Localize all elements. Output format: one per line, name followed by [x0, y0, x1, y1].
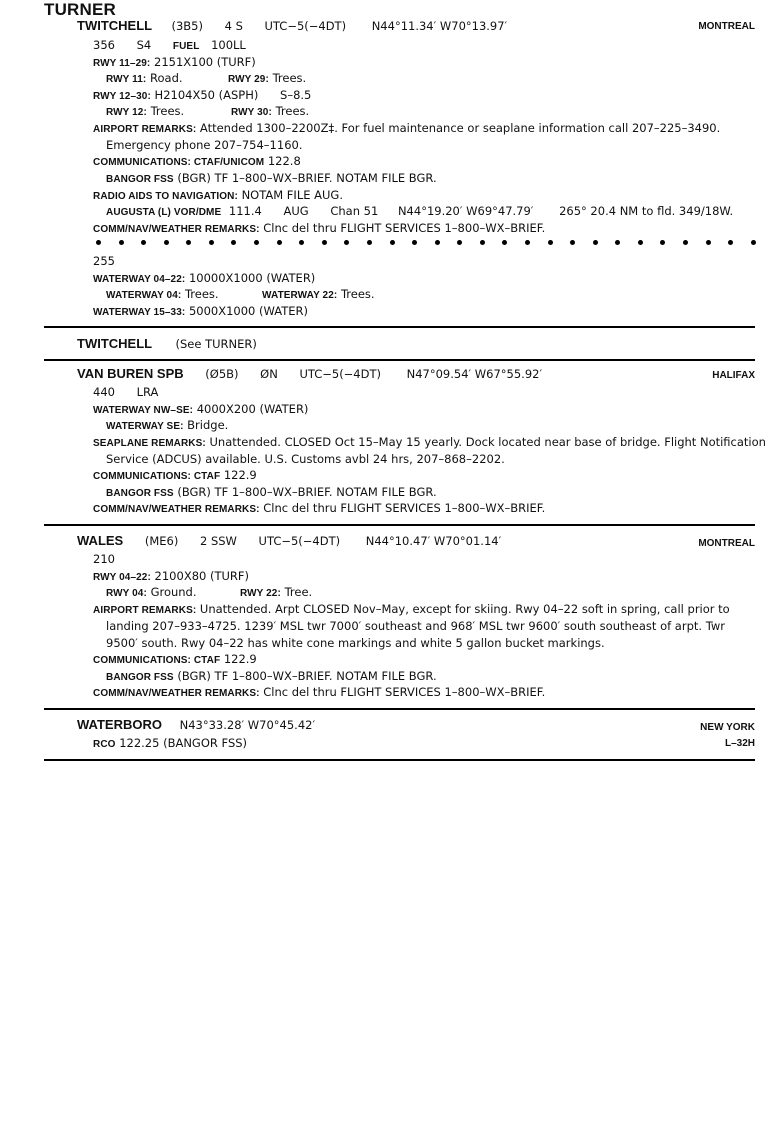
vor-line: AUGUSTA (L) VOR/DME 111.4 AUG Chan 51 N44°19.20′ W69°47.79′ 265° 20.4 NM to fld. 349/18W.: [106, 204, 734, 218]
airport-coords: N44°11.34′ W70°13.97′: [371, 19, 508, 33]
runway-line: RWY 11–29: 2151X100 (TURF): [93, 55, 256, 69]
waterway-end-line: WATERWAY 04: Trees.: [106, 287, 219, 301]
airport-coords: N47°09.54′ W67°55.92′: [406, 367, 543, 381]
comm-nav-weather-remarks: COMM/NAV/WEATHER REMARKS: Clnc del thru FLIGHT SERVICES 1–800–WX–BRIEF.: [93, 501, 546, 515]
fss-line: BANGOR FSS (BGR) TF 1–800–WX–BRIEF. NOTAM FILE BGR.: [106, 485, 437, 499]
airport-distance: 4 S: [224, 19, 243, 33]
airport-name-twitchell-ref: TWITCHELL (See TURNER): [77, 336, 257, 351]
airport-id: (3B5): [171, 19, 203, 33]
sectional-chart: HALIFAX: [712, 370, 755, 381]
airport-name-twitchell: TWITCHELL (3B5) 4 S UTC−5(−4DT) N44°11.34′ W70°13.97′: [77, 18, 508, 33]
airport-distance: 2 SSW: [199, 534, 237, 548]
airport-remarks: AIRPORT REMARKS: Unattended. Arpt CLOSED Nov–May, except for skiing. Rwy 04–22 soft in spring, call prior to: [93, 602, 730, 616]
section-divider: [44, 359, 755, 361]
section-divider: [44, 326, 755, 328]
fss-line: BANGOR FSS (BGR) TF 1–800–WX–BRIEF. NOTAM FILE BGR.: [106, 171, 437, 185]
section-divider: [44, 524, 755, 526]
seaplane-remarks: SEAPLANE REMARKS: Unattended. CLOSED Oct 15–May 15 yearly. Dock located near base of bridge. Flight Notification: [93, 435, 766, 449]
airport-remarks-cont: Emergency phone 207–754–1160.: [106, 138, 303, 152]
cross-reference: (See TURNER): [175, 337, 257, 351]
runway-line: RWY 04–22: 2100X80 (TURF): [93, 569, 250, 583]
airport-remarks-cont: 9500′ south. Rwy 04–22 has white cone markings and white 5 gallon bucket markings.: [106, 636, 605, 650]
elevation-line: 440 LRA: [93, 385, 159, 399]
airport-id: (Ø5B): [205, 367, 239, 381]
airport-name-waterboro: WATERBORO N43°33.28′ W70°45.42′: [77, 717, 316, 732]
airport-id: (ME6): [144, 534, 179, 548]
airport-coords: N44°10.47′ W70°01.14′: [365, 534, 502, 548]
elevation-line: 210: [93, 552, 115, 566]
waterway-end-line: WATERWAY SE: Bridge.: [106, 418, 229, 432]
elevation-line: 356 S4 FUEL 100LL: [93, 38, 246, 52]
communications-line: COMMUNICATIONS: CTAF/UNICOM 122.8: [93, 154, 301, 168]
airport-name-wales: WALES (ME6) 2 SSW UTC−5(−4DT) N44°10.47′ W70°01.14′: [77, 533, 502, 548]
airport-remarks-cont: landing 207–933–4725. 1239′ MSL twr 7000′ southeast and 968′ MSL twr 9600′ south southeast of arpt. Twr: [106, 619, 725, 633]
runway-end-line: RWY 12: Trees.: [106, 104, 185, 118]
fss-line: BANGOR FSS (BGR) TF 1–800–WX–BRIEF. NOTAM FILE BGR.: [106, 669, 437, 683]
airport-utc: UTC−5(−4DT): [264, 19, 347, 33]
airport-remarks: AIRPORT REMARKS: Attended 1300–2200Z‡. For fuel maintenance or seaplane information call 207–225–3490.: [93, 121, 721, 135]
waterway-line: WATERWAY NW–SE: 4000X200 (WATER): [93, 402, 309, 416]
airport-utc: UTC−5(−4DT): [299, 367, 381, 381]
runway-line: RWY 12–30: H2104X50 (ASPH) S–8.5: [93, 88, 312, 102]
airport-utc: UTC−5(−4DT): [258, 534, 341, 548]
sectional-chart: MONTREAL: [698, 538, 755, 549]
runway-end-line: RWY 04: Ground.: [106, 585, 197, 599]
waterway-end-line: WATERWAY 22: Trees.: [262, 287, 375, 301]
airport-coords: N43°33.28′ W70°45.42′: [179, 718, 316, 732]
communications-line: COMMUNICATIONS: CTAF 122.9: [93, 468, 257, 482]
waterway-line: WATERWAY 15–33: 5000X1000 (WATER): [93, 304, 308, 318]
radio-aids-line: RADIO AIDS TO NAVIGATION: NOTAM FILE AUG.: [93, 188, 343, 202]
city-heading: TURNER: [44, 0, 117, 19]
seaplane-remarks-cont: Service (ADCUS) available. U.S. Customs avbl 24 hrs, 207–868–2202.: [106, 452, 505, 466]
section-divider: [44, 708, 755, 710]
airport-distance: ØN: [260, 367, 278, 381]
rco-line: RCO 122.25 (BANGOR FSS): [93, 736, 248, 750]
waterway-line: WATERWAY 04–22: 10000X1000 (WATER): [93, 271, 316, 285]
comm-nav-weather-remarks: COMM/NAV/WEATHER REMARKS: Clnc del thru FLIGHT SERVICES 1–800–WX–BRIEF.: [93, 221, 546, 235]
sectional-chart: MONTREAL: [698, 21, 755, 32]
enroute-chart: L–32H: [724, 738, 755, 749]
dotted-separator: [96, 236, 756, 250]
runway-end-line: RWY 29: Trees.: [228, 71, 307, 85]
seaplane-elevation: 255: [93, 254, 115, 268]
runway-end-line: RWY 11: Road.: [106, 71, 183, 85]
section-divider: [44, 759, 755, 761]
runway-end-line: RWY 22: Tree.: [240, 585, 313, 599]
communications-line: COMMUNICATIONS: CTAF 122.9: [93, 652, 257, 666]
airport-name-van-buren: VAN BUREN SPB (Ø5B) ØN UTC−5(−4DT) N47°09.54′ W67°55.92′: [77, 366, 543, 381]
sectional-chart: NEW YORK: [700, 722, 755, 733]
comm-nav-weather-remarks: COMM/NAV/WEATHER REMARKS: Clnc del thru FLIGHT SERVICES 1–800–WX–BRIEF.: [93, 685, 546, 699]
runway-end-line: RWY 30: Trees.: [231, 104, 310, 118]
